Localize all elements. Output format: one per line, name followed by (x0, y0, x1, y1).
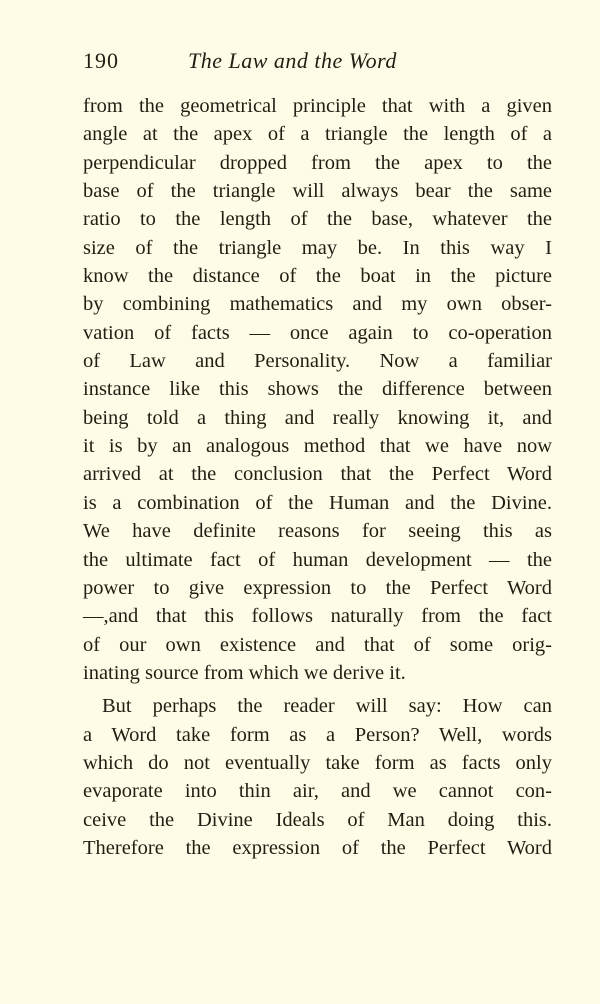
paragraph (83, 692, 552, 862)
text-line: evaporate into thin air, and we cannot con- (83, 780, 552, 803)
text-line: Therefore the expression of the Perfect Word (83, 836, 552, 859)
text-line: perpendicular dropped from the apex to the (83, 151, 552, 174)
running-title: The Law and the Word (188, 48, 397, 73)
text-line: instance like this shows the difference between (83, 378, 552, 401)
text-line: it is by an analogous method that we have now (83, 435, 552, 458)
text-line: —,and that this follows naturally from the fact (83, 605, 552, 628)
text-line: from the geometrical principle that with a given (83, 95, 552, 117)
text-line: which do not eventually take form as facts only (83, 751, 552, 774)
text-line: arrived at the conclusion that the Perfect Word (83, 463, 552, 486)
text-line: know the distance of the boat in the picture (83, 265, 552, 288)
text-line: by combining mathematics and my own obser- (83, 293, 552, 316)
text-line: is a combination of the Human and the Divine. (83, 491, 552, 514)
text-line: the ultimate fact of human development — the (83, 548, 552, 571)
text-line: angle at the apex of a triangle the length of a (83, 123, 552, 146)
text-line: ceive the Divine Ideals of Man doing this. (83, 808, 552, 831)
text-line: size of the triangle may be. In this way I (83, 236, 552, 259)
running-header (83, 48, 463, 78)
text-line: vation of facts — once again to co-operation (83, 321, 552, 344)
text-line: of Law and Personality. Now a familiar (83, 350, 552, 373)
text-line: of our own existence and that of some orig- (83, 633, 552, 656)
text-line: But perhaps the reader will say: How can (102, 695, 552, 718)
page-body (83, 92, 552, 862)
text-line: a Word take form as a Person? Well, words (83, 723, 552, 746)
text-line: base of the triangle will always bear the same (83, 180, 552, 203)
page-number: 190 (83, 48, 119, 73)
text-line: We have definite reasons for seeing this as (83, 520, 552, 543)
paragraph (83, 92, 552, 687)
text-line: power to give expression to the Perfect Word (83, 576, 552, 599)
text-line: being told a thing and really knowing it, and (83, 406, 552, 429)
text-line: ratio to the length of the base, whatever the (83, 208, 552, 231)
text-line: inating source from which we derive it. (83, 661, 406, 684)
